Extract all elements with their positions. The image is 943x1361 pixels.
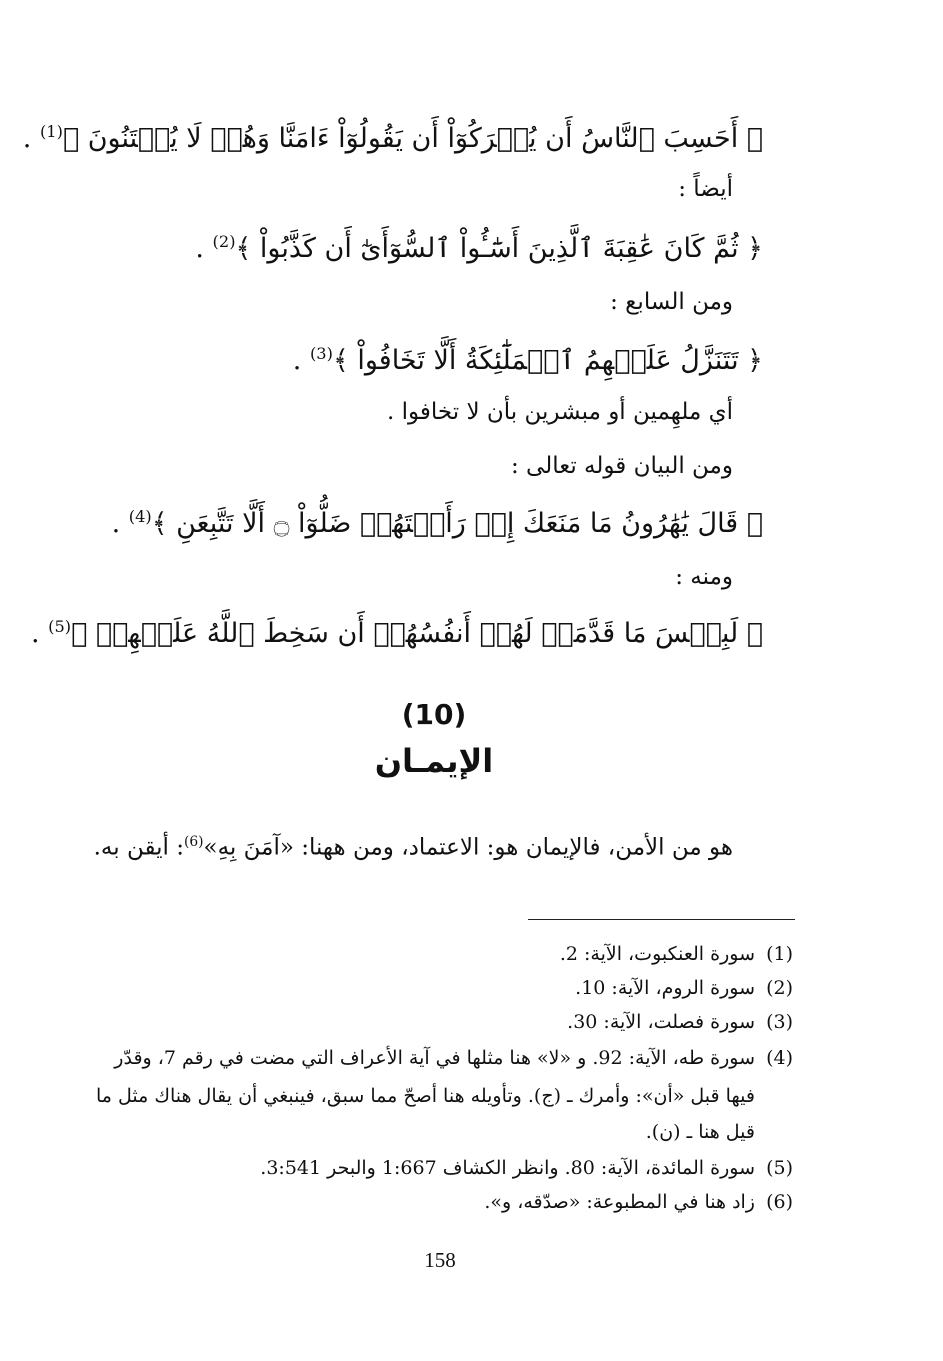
text-line-explanation: أي ملهِمين أو مبشرين بأن لا تخافوا . [387, 399, 733, 425]
verse-end: . [195, 233, 213, 264]
footnote-ref: (6) [183, 834, 204, 850]
footnote-4-line-2: فيها قبل «أن»: وأمرك ـ (ج). وتأويله هنا أصحّ مما سبق، فينبغي أن يقال هناك مثل ما [95, 1085, 755, 1107]
footnote-ref: (2) [212, 232, 236, 251]
footnote-number: (6) [766, 1191, 793, 1213]
footnote-3 [69, 1004, 793, 1040]
verse-text: ﴿ تَتَنَزَّلُ عَلَيۡهِمُ ٱلۡمَلَٰٓئِكَةُ أَلَّا تَخَافُواْ ﴾ [332, 345, 763, 376]
footnote-text: سورة المائدة، الآية: 80. وانظر الكشاف 1:667 والبحر 3:541. [260, 1157, 755, 1179]
text-line-bayan: ومن البيان قوله تعالى : [510, 453, 733, 479]
footnote-divider [528, 919, 795, 920]
footnote-2 [69, 970, 793, 1006]
footnote-number: (1) [766, 943, 793, 965]
quran-verse-2 [195, 222, 763, 269]
quran-verse-5 [31, 607, 763, 654]
footnote-4-line-3: قيل هنا ـ (ن). [645, 1121, 755, 1143]
quran-verse-4 [112, 497, 763, 544]
quran-verse-1 [23, 112, 763, 159]
footnote-6 [69, 1184, 793, 1220]
footnote-5 [69, 1150, 793, 1186]
footnote-text: سورة فصلت، الآية: 30. [567, 1011, 755, 1033]
footnote-text: زاد هنا في المطبوعة: «صدّقه، و». [484, 1191, 755, 1213]
section-title: الإيمـان [374, 742, 494, 780]
footnote-ref: (5) [48, 617, 72, 636]
footnote-4 [69, 1040, 793, 1076]
text-line-minhu: ومنه : [675, 564, 733, 590]
footnote-number: (2) [766, 977, 793, 999]
verse-end: . [30, 618, 49, 649]
footnote-ref: (4) [128, 507, 152, 526]
verse-text: ﴿ أَحَسِبَ ٱلنَّاسُ أَن يُتۡرَكُوٓاْ أَن يَقُولُوٓاْ ءَامَنَّا وَهُمۡ لَا يُفۡتَنُونَ ﴾ [62, 123, 763, 154]
footnote-number: (5) [766, 1157, 793, 1179]
verse-text: ﴿ قَالَ يَٰهَٰرُونُ مَا مَنَعَكَ إِذۡ رَأَيۡتَهُمۡ ضَلُّوٓاْ ۝ أَلَّا تَتَّبِعَنِ ﴾ [151, 508, 763, 539]
section-number: (10) [401, 698, 467, 731]
footnote-number: (4) [766, 1047, 793, 1069]
footnote-ref: (3) [309, 344, 333, 363]
paragraph-text: هو من الأمن، فالإيمان هو: الاعتماد، ومن ههنا: «آمَنَ بِهِ» [203, 834, 733, 861]
footnote-text: سورة الروم، الآية: 10. [575, 977, 755, 999]
footnote-ref: (1) [39, 122, 63, 141]
body-paragraph [73, 822, 733, 868]
text-line-also: أيضاً : [678, 176, 733, 202]
footnote-text: سورة العنكبوت، الآية: 2. [559, 943, 755, 965]
verse-end: . [22, 123, 40, 154]
verse-text: ﴿ لَبِئۡسَ مَا قَدَّمَتۡ لَهُمۡ أَنفُسُهُمۡ أَن سَخِطَ ٱللَّهُ عَلَيۡهِمۡ ﴾ [71, 618, 763, 649]
footnote-1 [69, 936, 793, 972]
page-number: 158 [424, 1248, 456, 1272]
verse-end: . [292, 345, 310, 376]
paragraph-text-end: : أيقن به. [93, 834, 184, 861]
footnote-text: سورة طه، الآية: 92. و «لا» هنا مثلها في آية الأعراف التي مضت في رقم 7، وقدّر [114, 1047, 755, 1069]
text-line-seventh: ومن السابع : [610, 289, 733, 315]
footnote-number: (3) [766, 1011, 793, 1033]
verse-end: . [111, 508, 129, 539]
verse-text: ﴿ ثُمَّ كَانَ عَٰقِبَةَ ٱلَّذِينَ أَسَٰٓـُٔواْ ٱلسُّوٓأَىٰٓ أَن كَذَّبُواْ ﴾ [235, 233, 763, 264]
quran-verse-3 [293, 334, 763, 381]
